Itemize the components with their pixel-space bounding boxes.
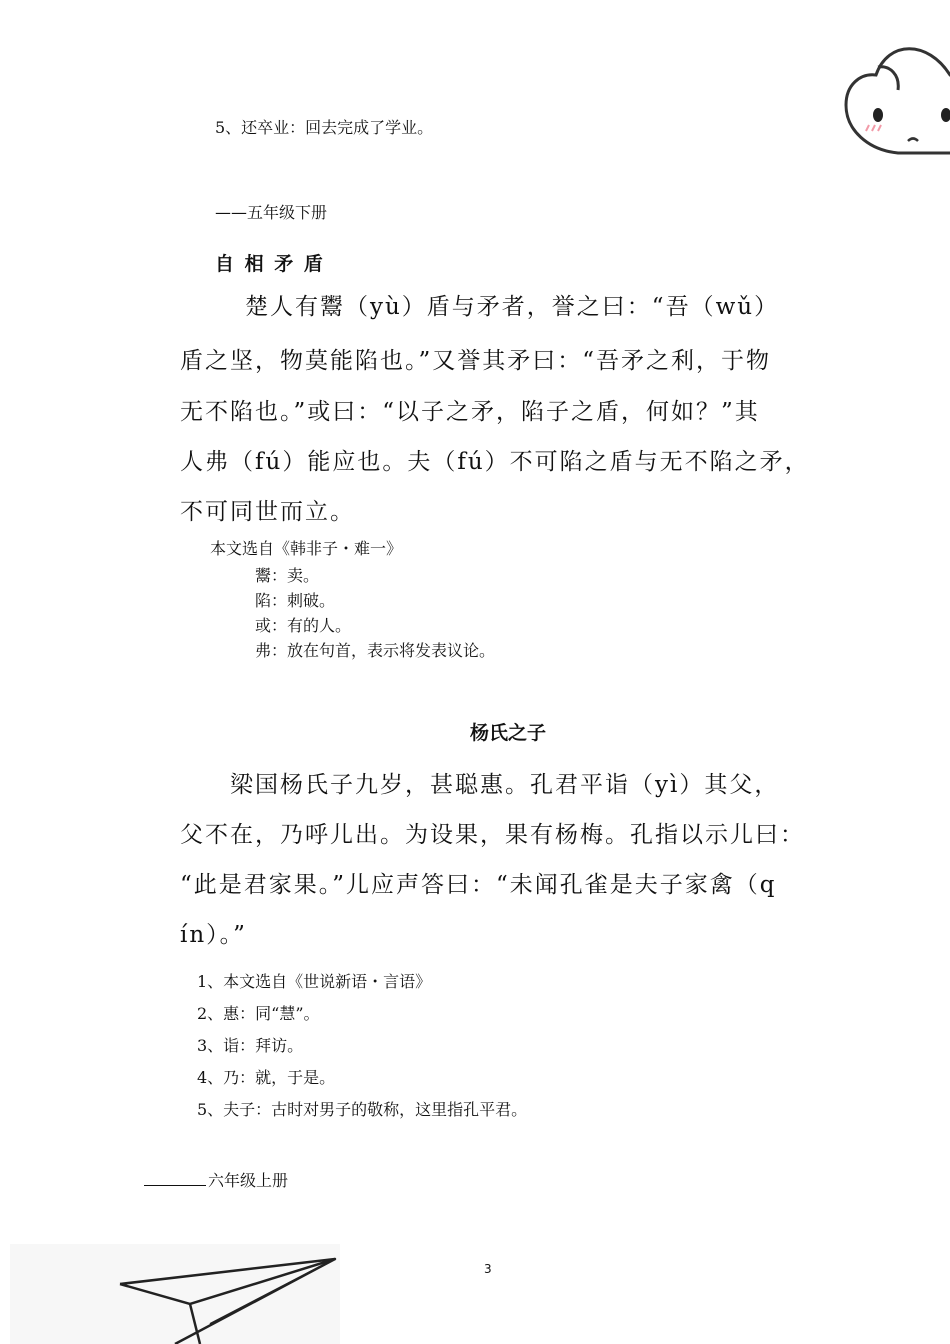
text-line: 父不在，乃呼儿出。为设果，果有杨梅。孔指以示儿曰： bbox=[180, 822, 805, 848]
note-item: 2、惠：同“慧”。 bbox=[197, 1004, 320, 1023]
text-line: ín）。” bbox=[180, 922, 247, 948]
underline-rule bbox=[144, 1171, 206, 1186]
note-item: 4、乃：就，于是。 bbox=[197, 1068, 336, 1087]
footer-grade-label bbox=[144, 1168, 288, 1191]
text-line: 不可同世而立。 bbox=[180, 499, 355, 525]
note-item: 鬻：卖。 bbox=[255, 566, 320, 585]
page-number: 3 bbox=[484, 1262, 492, 1276]
top-note: 5、还卒业：回去完成了学业。 bbox=[215, 118, 434, 137]
source-line-1: 本文选自《韩非子・难一》 bbox=[210, 539, 403, 558]
cloud-face-icon bbox=[838, 35, 950, 165]
note-item: 陷：刺破。 bbox=[255, 591, 336, 610]
footer-grade-text: 六年级上册 bbox=[208, 1171, 289, 1190]
text-line: “此是君家果。”儿应声答曰：“未闻孔雀是夫子家禽（q bbox=[180, 872, 777, 898]
note-item: 弗：放在句首，表示将发表议论。 bbox=[255, 641, 496, 660]
section-title-1: 自 相 矛 盾 bbox=[215, 253, 325, 275]
section-title-2: 杨氏之子 bbox=[470, 722, 547, 744]
text-line: 楚人有鬻（yù）盾与矛者，誉之曰：“吾（wǔ） bbox=[245, 294, 780, 320]
grade-label-1: ——五年级下册 bbox=[215, 203, 328, 222]
note-item: 或：有的人。 bbox=[255, 616, 352, 635]
text-line: 盾之坚，物莫能陷也。”又誉其矛曰：“吾矛之利，于物 bbox=[180, 348, 772, 374]
text-line: 无不陷也。”或曰：“以子之矛，陷子之盾，何如？”其 bbox=[180, 399, 760, 425]
note-item: 1、本文选自《世说新语・言语》 bbox=[197, 972, 432, 991]
paper-plane-icon bbox=[10, 1244, 340, 1344]
text-line: 梁国杨氏子九岁，甚聪惠。孔君平诣（yì）其父， bbox=[230, 772, 780, 798]
text-line: 人弗（fú）能应也。夫（fú）不可陷之盾与无不陷之矛， bbox=[180, 449, 810, 475]
note-item: 3、诣：拜访。 bbox=[197, 1036, 304, 1055]
note-item: 5、夫子：古时对男子的敬称，这里指孔平君。 bbox=[197, 1100, 528, 1119]
